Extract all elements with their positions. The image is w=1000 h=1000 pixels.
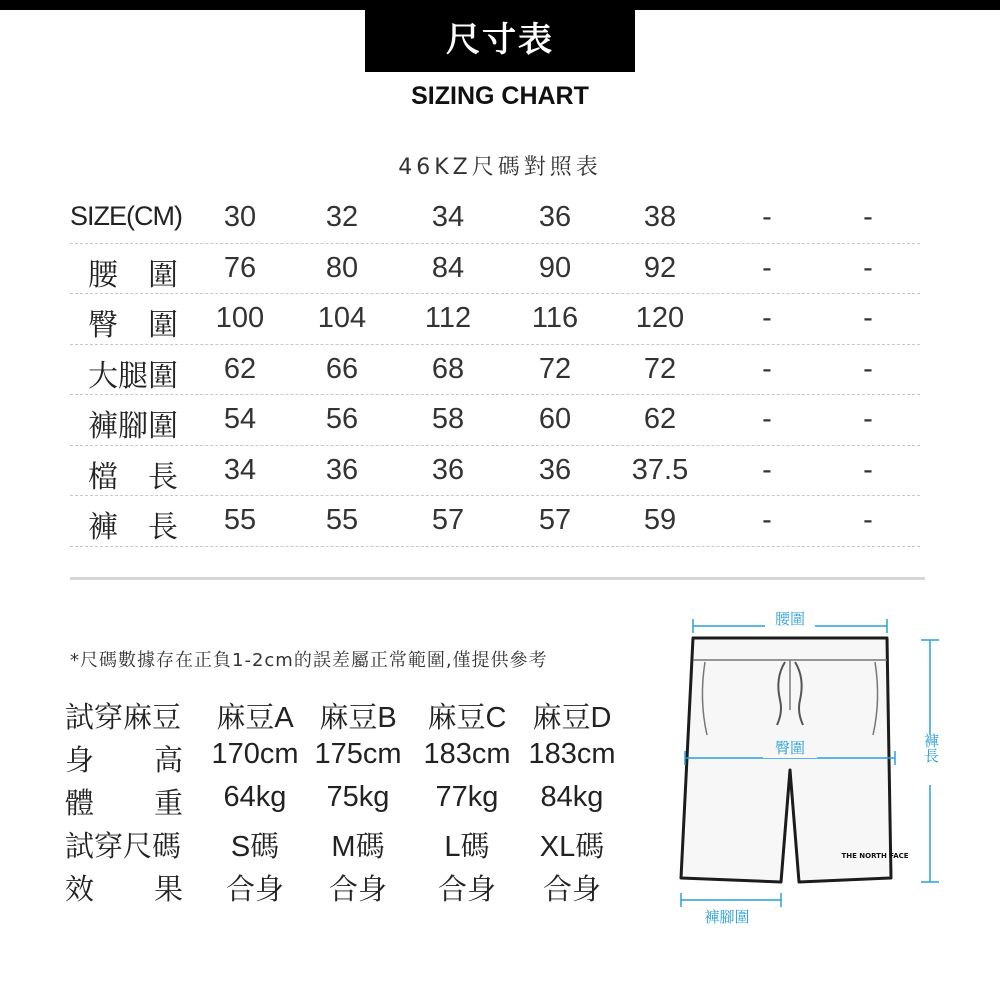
size-header-cell: 36	[538, 201, 572, 233]
table-cell: 59	[643, 504, 677, 536]
size-header-cell: 32	[325, 201, 359, 233]
model-cell: 合身	[225, 874, 284, 906]
table-cell: 54	[223, 403, 257, 435]
row-label: 褲腳圍	[88, 410, 178, 443]
shorts-diagram	[665, 600, 965, 935]
model-row-label: 身高	[65, 745, 244, 777]
row-label: 檔長	[88, 460, 208, 494]
model-row-weight	[65, 781, 655, 824]
model-cell: 合身	[437, 874, 496, 906]
table-cell: 72	[643, 352, 677, 385]
size-row-hem	[70, 395, 920, 446]
model-cell: S碼	[230, 831, 280, 863]
model-cell: L碼	[444, 831, 490, 863]
model-cell: 麻豆A	[216, 702, 294, 734]
table-cell: 36	[538, 453, 572, 486]
table-cell: 57	[431, 504, 465, 536]
table-cell: 100	[215, 302, 265, 334]
model-cell: 75kg	[326, 781, 390, 813]
measurement-note: *尺碼數據存在正負1-2cm的誤差屬正常範圍,僅提供參考	[70, 650, 548, 671]
row-label: 臀圍	[88, 309, 208, 342]
table-cell: 55	[325, 504, 359, 536]
table-cell: -	[762, 453, 772, 486]
table-cell: 120	[635, 302, 685, 334]
size-header-cell: 30	[223, 201, 257, 233]
table-cell: 37.5	[631, 453, 689, 486]
model-cell: 64kg	[223, 781, 287, 813]
table-cell: -	[863, 403, 873, 435]
size-header-cell: -	[762, 201, 772, 233]
table-cell: -	[762, 504, 772, 536]
size-table	[70, 193, 920, 547]
table-cell: -	[863, 251, 873, 284]
model-cell: 麻豆D	[532, 702, 612, 734]
table-cell: 58	[431, 403, 465, 435]
model-cell: 麻豆C	[427, 702, 507, 734]
table-cell: 90	[538, 251, 572, 284]
table-cell: -	[863, 504, 873, 536]
row-label: 腰圍	[88, 258, 208, 292]
table-cell: 66	[325, 352, 359, 385]
size-row-rise	[70, 446, 920, 497]
table-cell: 60	[538, 403, 572, 435]
size-header-cell: -	[863, 201, 873, 233]
model-cell: M碼	[331, 831, 385, 863]
waist-label: 腰圍	[774, 610, 806, 628]
model-row-label: 試穿麻豆	[65, 702, 182, 734]
model-cell: 183cm	[423, 738, 511, 770]
model-table	[65, 695, 655, 910]
model-cell: 合身	[542, 874, 601, 906]
size-row-thigh	[70, 345, 920, 396]
table-cell: -	[863, 302, 873, 334]
table-cell: -	[863, 352, 873, 385]
table-cell: 34	[223, 453, 257, 486]
model-row-label: 體重	[65, 788, 244, 820]
table-cell: 62	[643, 403, 677, 435]
table-cell: 116	[531, 302, 579, 334]
model-row-height	[65, 738, 655, 781]
row-label: 大腿圍	[88, 359, 178, 393]
section-divider	[70, 577, 925, 580]
table-cell: 56	[325, 403, 359, 435]
model-row-label: 效果	[65, 874, 244, 906]
table-cell: 57	[538, 504, 572, 536]
table-cell: -	[863, 453, 873, 486]
table-cell: 104	[317, 302, 367, 334]
model-cell: 170cm	[211, 738, 299, 770]
table-cell: 55	[223, 504, 257, 536]
model-row-size	[65, 824, 655, 867]
table-cell: 84	[431, 251, 465, 284]
table-cell: 76	[223, 251, 257, 284]
page-title: 尺寸表	[365, 0, 635, 72]
size-header-cell: 38	[643, 201, 677, 233]
model-cell: 合身	[328, 874, 387, 906]
size-row-hip	[70, 294, 920, 345]
table-cell: 68	[431, 352, 465, 385]
hem-measure-line	[681, 893, 781, 907]
model-cell: XL碼	[539, 831, 605, 863]
model-cell: 77kg	[435, 781, 499, 813]
table-cell: 62	[223, 352, 257, 385]
size-table-title: 46KZ尺碼對照表	[398, 155, 602, 180]
page-subtitle: SIZING CHART	[411, 82, 589, 110]
size-header-row	[70, 193, 920, 244]
model-row-label: 試穿尺碼	[65, 831, 182, 863]
model-row-fit	[65, 867, 655, 910]
length-label: 褲長	[922, 733, 940, 763]
model-cell: 84kg	[540, 781, 604, 813]
model-cell: 175cm	[314, 738, 402, 770]
size-row-length	[70, 496, 920, 547]
table-cell: 80	[325, 251, 359, 284]
row-label: 褲長	[88, 511, 208, 544]
table-cell: -	[762, 302, 772, 334]
table-cell: 92	[643, 251, 677, 284]
hip-label: 臀圍	[774, 739, 806, 757]
model-cell: 183cm	[528, 738, 616, 770]
table-cell: 72	[538, 352, 572, 385]
model-row-name	[65, 695, 655, 738]
table-cell: 112	[424, 302, 472, 334]
size-header-cell: 34	[431, 201, 465, 233]
table-cell: 36	[325, 453, 359, 486]
shorts-outline	[681, 638, 891, 882]
table-cell: -	[762, 403, 772, 435]
size-row-waist	[70, 244, 920, 295]
hem-label: 褲腳圍	[704, 908, 750, 926]
size-header-label: SIZE(CM)	[70, 201, 182, 231]
table-cell: 36	[431, 453, 465, 486]
table-cell: -	[762, 251, 772, 284]
model-cell: 麻豆B	[319, 702, 397, 734]
brand-logo: THE NORTH FACE	[841, 852, 909, 860]
table-cell: -	[762, 352, 772, 385]
